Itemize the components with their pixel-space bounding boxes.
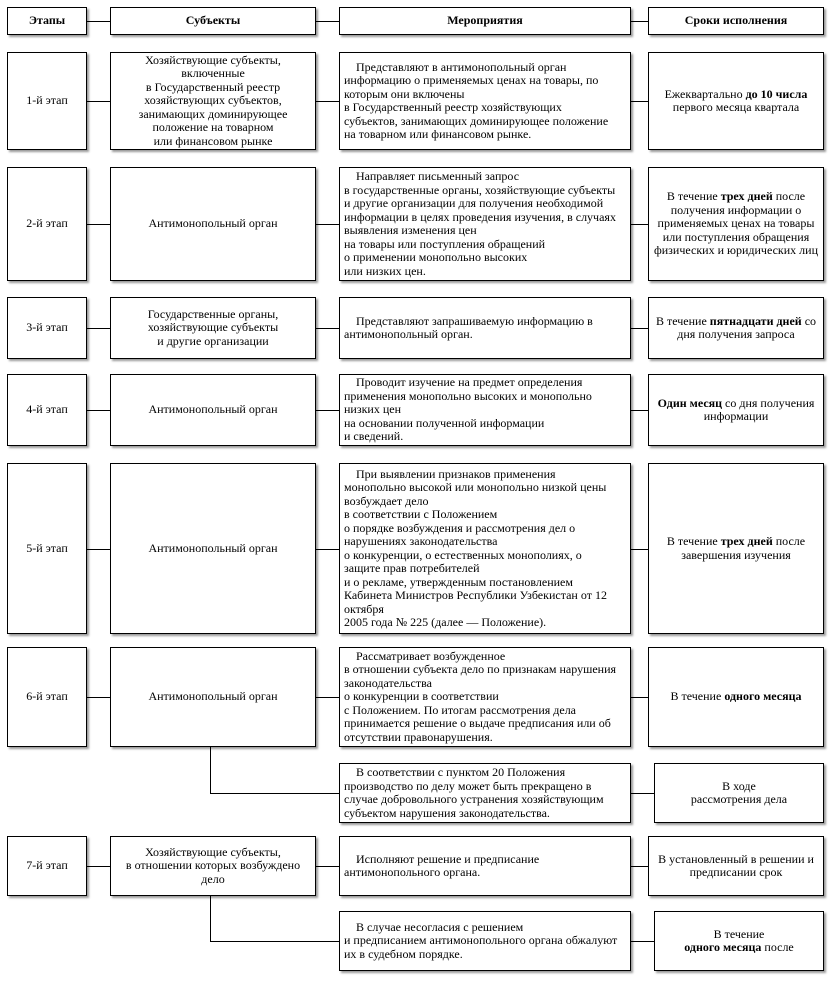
connector-label-subject <box>87 410 110 411</box>
subject-box <box>110 463 316 634</box>
deadline-bold: пятнадцати дней <box>709 313 802 328</box>
subject-text-line: Антимонопольный орган <box>148 216 278 231</box>
header-deadlines <box>648 7 824 35</box>
connector-label-subject <box>87 328 110 329</box>
branch-connector-vertical <box>210 747 211 793</box>
subject-box <box>110 167 316 281</box>
connector-action-deadline <box>631 328 648 329</box>
deadline-box <box>648 374 824 446</box>
action-text-line: в государственные органы, хозяйствующие субъекты <box>344 182 616 197</box>
action-text-line: субъектов, занимающих доминирующее положение <box>344 113 609 128</box>
deadline-bold: трех дней <box>720 534 773 548</box>
deadline-pre: В течение <box>670 689 722 704</box>
action-box <box>339 167 631 281</box>
action-text-line: их в судебном порядке. <box>344 946 463 961</box>
action-text-line: на основании полученной информации <box>344 415 545 430</box>
connector-action-deadline <box>631 224 648 225</box>
connector-action-deadline <box>631 549 648 550</box>
action-text-line: и предписанием антимонопольного органа обжалуют <box>344 933 618 948</box>
action-text-line: Представляют запрашиваемую информацию в <box>356 313 593 328</box>
deadline-pre: Ежеквартально <box>664 86 743 101</box>
action-text-line: о конкуренции, о естественных монополиях, о <box>344 547 582 562</box>
deadline-text <box>653 853 819 880</box>
connector-action-deadline <box>631 101 648 102</box>
deadline-post: первого месяца квартала <box>672 100 800 114</box>
action-text-line: Направляет письменный запрос <box>356 169 520 183</box>
connector-subject-action <box>316 866 339 867</box>
deadline-box <box>648 647 824 747</box>
deadline-box <box>648 463 824 634</box>
subject-text-line: Антимонопольный орган <box>148 402 278 417</box>
subject-text-line: или финансовом рынке <box>153 133 273 148</box>
deadline-pre: В установленный <box>658 851 748 866</box>
deadline-text <box>684 928 794 955</box>
subject-text-line: хозяйствующие субъекты <box>147 320 279 335</box>
connector-subject-action <box>316 101 339 102</box>
deadline-bold: одного месяца <box>684 940 762 954</box>
action-text-line: нарушениях законодательства <box>344 534 498 548</box>
action-text-line: законодательства <box>344 675 432 690</box>
action-text-line: о порядке возбуждения и рассмотрения дел о <box>344 520 576 535</box>
subject-text-line: Государственные органы, <box>147 306 279 321</box>
subject-box <box>110 374 316 446</box>
action-box <box>339 297 631 359</box>
deadline-post: со дня получения запроса <box>677 313 817 341</box>
action-text-line: монопольно высокой или монопольно низкой цены <box>344 480 607 494</box>
connector-subject-action <box>316 224 339 225</box>
action-text-line: или низких цен. <box>344 263 426 278</box>
action-text-line: Кабинета Министров Республики Узбекистан от 12 <box>344 588 607 602</box>
stage-label: 6-й этап <box>26 689 68 704</box>
connector-action-deadline <box>631 793 654 794</box>
deadline-text <box>653 535 819 562</box>
action-box <box>339 463 631 634</box>
action-text-line: в соответствии с Положением <box>344 507 498 521</box>
action-text-line: производство по делу может быть прекращено в <box>344 778 592 793</box>
action-text-line: в отношении субъекта дело по признакам нарушения <box>344 662 617 677</box>
action-text-line: При выявлении признаков применения <box>356 466 556 481</box>
action-text-line: субъектом нарушения законодательства. <box>344 805 550 820</box>
action-text-line: на товарном или финансовом рынке. <box>344 127 532 141</box>
connector-label-subject <box>87 549 110 550</box>
action-text-line: Рассматривает возбужденное <box>356 648 506 663</box>
deadline-post: со дня получения информации <box>703 395 815 423</box>
action-text-line: октября <box>344 601 384 616</box>
action-text-line: и о рекламе, утвержденным постановлением <box>344 574 573 589</box>
action-text-line: Представляют в антимонопольный орган <box>356 59 567 74</box>
header-stages <box>7 7 87 35</box>
subject-text-line: Хозяйствующие субъекты, <box>145 844 281 859</box>
action-text-line: антимонопольного органа. <box>344 865 481 879</box>
subject-text-line: дело <box>201 871 225 886</box>
deadline-post: после получения информации о применяемых ценах на товары или поступления обращения физических и юридических лиц <box>653 189 818 258</box>
connector-action-deadline <box>631 697 648 698</box>
branch-connector-horizontal <box>210 793 339 794</box>
deadline-text <box>653 397 819 424</box>
action-text-line: с Положением. По итогам рассмотрения дела <box>344 702 577 717</box>
subject-text-line: занимающих доминирующее <box>138 106 288 121</box>
stage-label: 2-й этап <box>26 216 68 231</box>
deadline-box <box>654 763 824 823</box>
subject-text-line: хозяйствующих субъектов, <box>144 93 282 108</box>
action-text-line: Проводит изучение на предмет определения <box>356 375 583 390</box>
action-text-line: о конкуренции в соответствии <box>344 689 499 704</box>
connector-subject-action <box>316 328 339 329</box>
action-text-line: защите прав потребителей <box>344 561 480 575</box>
connector-subject-action <box>316 697 339 698</box>
subject-text-line: и другие организации <box>157 333 269 348</box>
connector-label-subject <box>87 697 110 698</box>
action-box <box>339 647 631 747</box>
deadline-text <box>691 780 787 807</box>
header-connector-1 <box>87 21 110 22</box>
deadline-text <box>671 690 802 704</box>
branch-connector-vertical <box>210 896 211 941</box>
action-text-line: информации в целях проведения изучения, в случаях <box>344 209 616 224</box>
stage-label: 4-й этап <box>26 402 68 417</box>
deadline-box <box>648 52 824 150</box>
deadline-bold: до 10 числа <box>745 86 808 101</box>
subject-box <box>110 297 316 359</box>
header-deadlines-label: Сроки исполнения <box>684 13 788 28</box>
stage-label-box <box>7 297 87 359</box>
deadline-bold: трех дней <box>720 189 773 204</box>
deadline-text <box>653 190 819 258</box>
action-text-line: которым они включены <box>344 86 465 101</box>
deadline-bold: одного месяца <box>724 689 802 704</box>
connector-action-deadline <box>631 866 648 867</box>
subject-box <box>110 647 316 747</box>
action-box <box>339 836 631 896</box>
action-text-line: возбуждает дело <box>344 493 429 508</box>
action-text-line: выявления изменения цен <box>344 223 477 237</box>
header-subjects-label: Субъекты <box>185 13 241 28</box>
header-connector-3 <box>631 21 648 22</box>
action-box <box>339 374 631 446</box>
action-text-line: и другие организации для получения необходимой <box>344 196 604 210</box>
stage-label-box <box>7 463 87 634</box>
action-box <box>339 763 631 823</box>
header-stages-label: Этапы <box>28 13 66 28</box>
connector-action-deadline <box>631 941 654 942</box>
deadline-pre: В течение <box>713 926 765 941</box>
stage-label-box <box>7 647 87 747</box>
action-text-line: Исполняют решение и предписание <box>356 851 540 866</box>
action-text-line: принимается решение о выдаче предписания или об <box>344 716 611 731</box>
action-text-line: 2005 года № 225 (далее — Положение). <box>344 615 547 629</box>
deadline-bold: Один месяц <box>657 395 723 410</box>
deadline-post: после завершения изучения <box>681 534 806 562</box>
header-actions-label: Мероприятия <box>447 13 523 28</box>
stage-label: 3-й этап <box>26 320 68 335</box>
action-text-line: применения монопольно высоких и монопольно <box>344 388 592 403</box>
deadline-post: после <box>764 940 794 954</box>
action-text-line: низких цен <box>344 402 402 417</box>
stage-label: 5-й этап <box>26 540 68 555</box>
stage-label-box <box>7 374 87 446</box>
action-text-line: в Государственный реестр хозяйствующих <box>344 100 562 114</box>
connector-action-deadline <box>631 410 648 411</box>
deadline-box <box>648 167 824 281</box>
deadline-text <box>653 315 819 342</box>
stage-label-box <box>7 836 87 896</box>
action-text-line: и сведений. <box>344 429 404 444</box>
connector-label-subject <box>87 866 110 867</box>
subject-text-line: в Государственный реестр <box>145 79 281 94</box>
action-box <box>339 52 631 150</box>
deadline-pre: В течение <box>655 313 707 328</box>
deadline-pre: В течение <box>666 534 718 548</box>
action-text-line: о применении монопольно высоких <box>344 250 528 264</box>
action-text-line: информацию о применяемых ценах на товары, по <box>344 73 599 87</box>
action-text-line: отсутствии правонарушения. <box>344 729 493 744</box>
connector-subject-action <box>316 549 339 550</box>
connector-subject-action <box>316 410 339 411</box>
deadline-pre: В течение <box>666 189 718 204</box>
deadline-box <box>654 911 824 971</box>
stage-label: 1-й этап <box>26 93 68 108</box>
header-actions <box>339 7 631 35</box>
action-box <box>339 911 631 971</box>
deadline-post: в решении и предписании срок <box>689 851 814 879</box>
subject-text-line: включенные <box>181 66 245 81</box>
stage-label-box <box>7 167 87 281</box>
subject-text-line: Антимонопольный орган <box>148 540 278 555</box>
deadline-pre: В ходе <box>722 778 756 793</box>
action-text-line: антимонопольный орган. <box>344 327 473 341</box>
action-text-line: случае добровольного устранения хозяйствующим <box>344 792 604 806</box>
deadline-box <box>648 836 824 896</box>
deadline-post: рассмотрения дела <box>690 792 788 806</box>
branch-connector-horizontal <box>210 941 339 942</box>
header-subjects <box>110 7 316 35</box>
stage-label-box <box>7 52 87 150</box>
action-text-line: В соответствии с пунктом 20 Положения <box>356 765 566 779</box>
deadline-box <box>648 297 824 359</box>
subject-text-line: положение на товарном <box>152 120 274 135</box>
action-text-line: В случае несогласия с решением <box>356 919 524 934</box>
subject-text-line: Антимонопольный орган <box>148 689 278 704</box>
connector-label-subject <box>87 224 110 225</box>
subject-text-line: в отношении которых возбуждено <box>125 858 301 873</box>
subject-text-line: Хозяйствующие субъекты, <box>145 52 281 67</box>
stage-label: 7-й этап <box>26 858 68 873</box>
deadline-text <box>653 88 819 115</box>
header-connector-2 <box>316 21 339 22</box>
subject-box <box>110 52 316 150</box>
action-text-line: на товары или поступления обращений <box>344 236 546 251</box>
subject-box <box>110 836 316 896</box>
connector-label-subject <box>87 101 110 102</box>
